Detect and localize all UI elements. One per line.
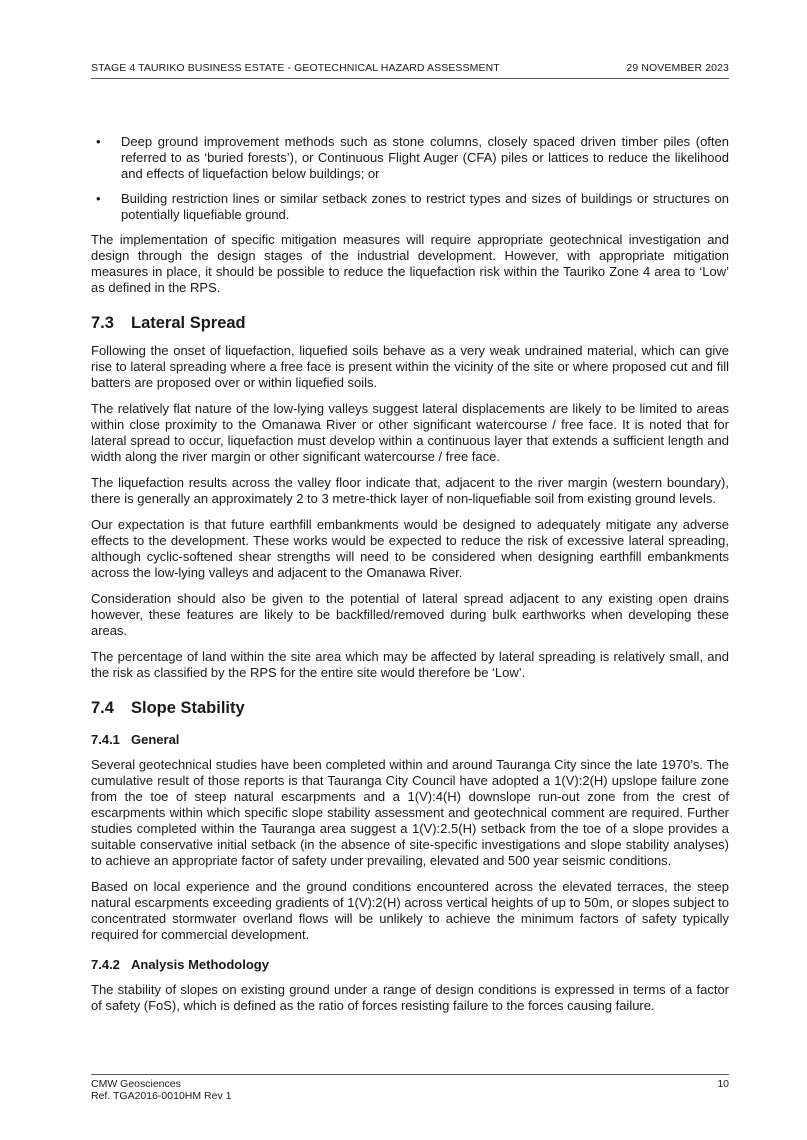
intro-paragraph: The implementation of specific mitigation measures will require appropriate geotechnical investigation and design through the design stages of the industrial development. However, with appropriate mitigation measures in place, it should be possible to reduce the liquefaction risk within the Tauriko Zone 4 area to ‘Low’ as defined in the RPS.	[91, 232, 729, 295]
footer-company: CMW Geosciences	[91, 1078, 181, 1090]
subsection-title: General	[131, 732, 180, 747]
footer-reference: Ref. TGA2016-0010HM Rev 1	[91, 1090, 232, 1102]
paragraph: Based on local experience and the ground conditions encountered across the elevated terraces, the steep natural escarpments exceeding gradients of 1(V):2(H) across vertical heights of up to 50m, or slopes subject to concentrated stormwater overland flows will be unlikely to achieve the minimum factors of safety typically required for commercial development.	[91, 879, 729, 942]
paragraph: Following the onset of liquefaction, liquefied soils behave as a very weak undrained material, which can give rise to lateral spreading where a free face is present within the vicinity of the site or where proposed cut and fill batters are proposed over or within liquefied soils.	[91, 343, 729, 390]
footer-left	[91, 1078, 231, 1102]
section-title: Slope Stability	[131, 699, 245, 717]
bullet-text: Building restriction lines or similar setback zones to restrict types and sizes of buildings or structures on potentially liquefiable ground.	[121, 191, 729, 222]
subsection-number: 7.4.1	[91, 732, 120, 747]
list-item	[91, 134, 729, 182]
footer-divider	[91, 1074, 729, 1075]
section-heading-7-4	[91, 698, 729, 718]
paragraph: The stability of slopes on existing ground under a range of design conditions is expressed in terms of a factor of safety (FoS), which is defined as the ratio of forces resisting failure to the forces causing failure.	[91, 982, 729, 1013]
section-number: 7.3	[91, 314, 114, 332]
bullet-text: Deep ground improvement methods such as stone columns, closely spaced driven timber piles (often referred to as ‘buried forests’), or Continuous Flight Auger (CFA) piles or lattices to reduce the likelihood and effects of liquefaction below buildings; or	[121, 134, 729, 181]
page-number: 10	[717, 1078, 729, 1090]
bullet-list	[91, 134, 729, 223]
section-title: Lateral Spread	[131, 314, 246, 332]
bullet-icon: •	[96, 134, 101, 149]
paragraph: Several geotechnical studies have been completed within and around Tauranga City since the late 1970’s. The cumulative result of those reports is that Tauranga City Council have adopted a 1(V):2(H) upslope failure zone from the toe of steep natural escarpments and a 1(V):4(H) downslope run-out zone from the crest of escarpments within which specific slope stability assessment and geotechnical comment are required. Further studies completed within the Tauranga area suggest a 1(V):2.5(H) setback from the toe of a slope provides a suitable conservative initial setback (in the absence of site-specific investigations and slope stability analyses) to achieve an appropriate factor of safety under prevailing, elevated and 500 year seismic conditions.	[91, 757, 729, 868]
page-footer	[91, 1078, 729, 1102]
subsection-number: 7.4.2	[91, 957, 120, 972]
page-header	[91, 62, 729, 79]
paragraph: Consideration should also be given to the potential of lateral spread adjacent to any existing open drains however, these features are likely to be backfilled/removed during bulk earthworks when developing these areas.	[91, 591, 729, 638]
paragraph: The relatively flat nature of the low-lying valleys suggest lateral displacements are likely to be limited to areas within close proximity to the Omanawa River or other significant watercourse / free face. It is noted that for lateral spread to occur, liquefaction must develop within a continuous layer that extends a sufficient length and width along the river margin or other significant watercourse / free face.	[91, 401, 729, 464]
page-content	[91, 134, 729, 1024]
subsection-heading-7-4-2	[91, 957, 729, 973]
section-number: 7.4	[91, 699, 114, 717]
subsection-heading-7-4-1	[91, 732, 729, 748]
subsection-title: Analysis Methodology	[131, 957, 269, 972]
header-title: STAGE 4 TAURIKO BUSINESS ESTATE - GEOTECHNICAL HAZARD ASSESSMENT	[91, 62, 500, 74]
paragraph: The percentage of land within the site area which may be affected by lateral spreading is relatively small, and the risk as classified by the RPS for the entire site would therefore be ‘Low’.	[91, 649, 729, 680]
list-item	[91, 191, 729, 223]
section-heading-7-3	[91, 313, 729, 333]
header-date: 29 NOVEMBER 2023	[626, 62, 729, 74]
paragraph: The liquefaction results across the valley floor indicate that, adjacent to the river margin (western boundary), there is generally an approximately 2 to 3 metre-thick layer of non-liquefiable soil from existing ground levels.	[91, 475, 729, 506]
bullet-icon: •	[96, 191, 101, 206]
paragraph: Our expectation is that future earthfill embankments would be designed to adequately mitigate any adverse effects to the development. These works would be expected to reduce the risk of excessive lateral spreading, although cyclic-softened shear strengths will need to be considered when designing earthfill embankments across the low-lying valleys and adjacent to the Omanawa River.	[91, 517, 729, 580]
